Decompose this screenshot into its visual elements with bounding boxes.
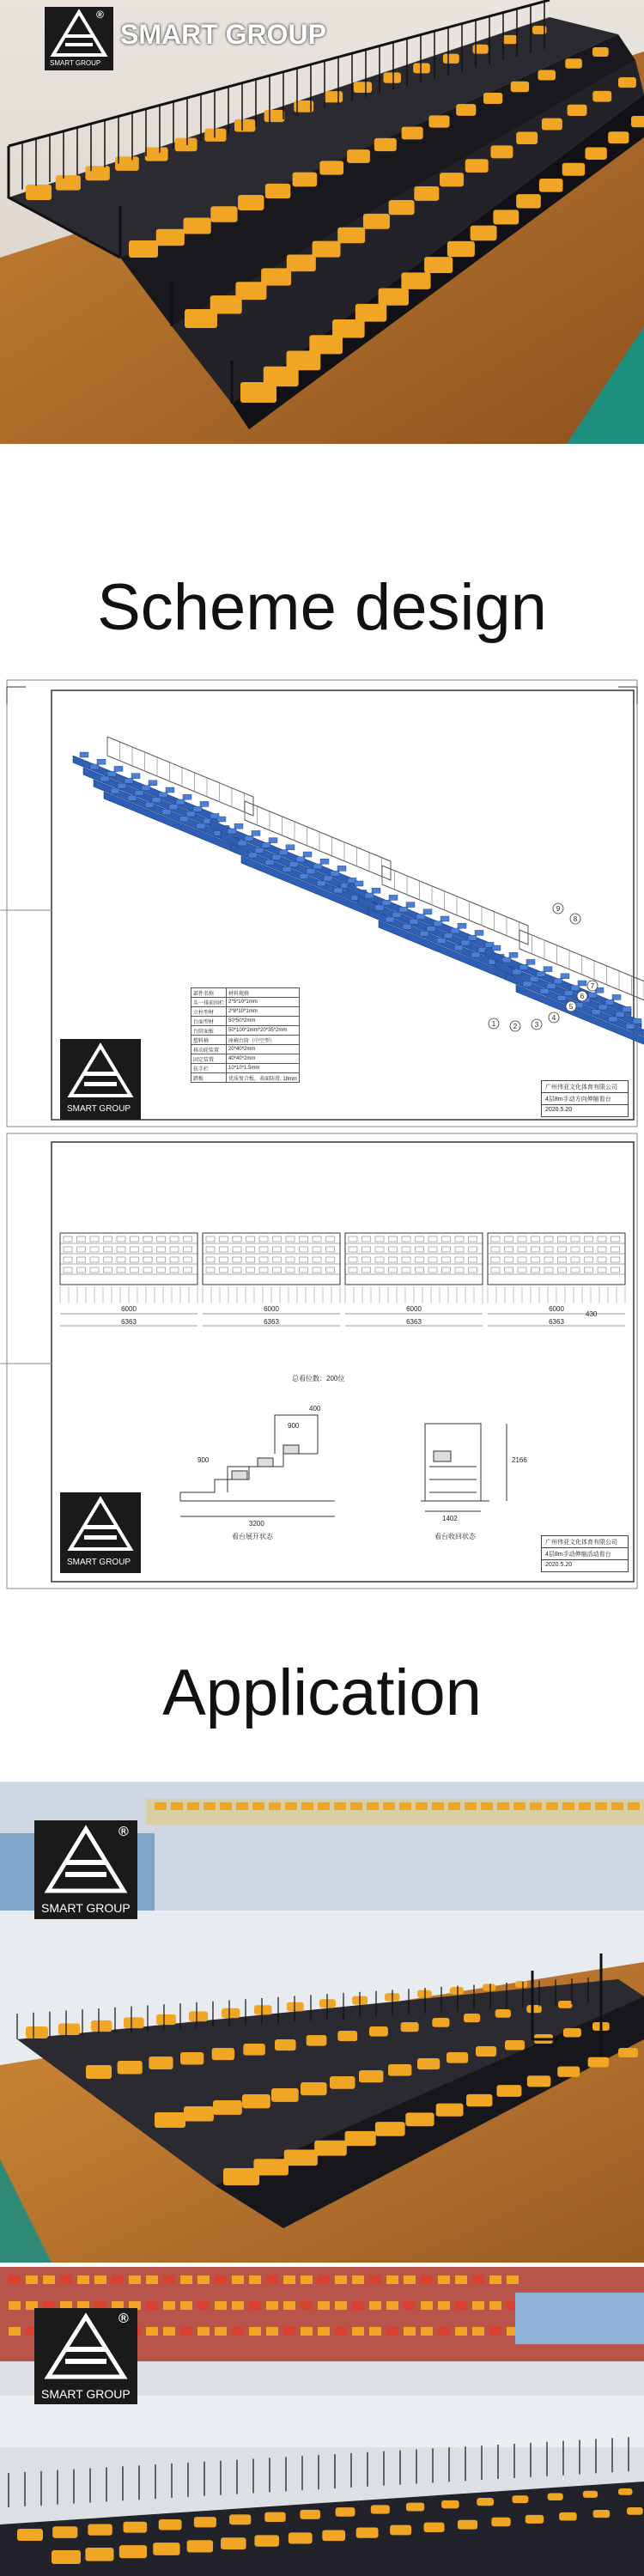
table-row [191, 1064, 300, 1073]
seat [565, 58, 582, 69]
seat [56, 175, 81, 191]
spec-cell: 10*10*1.5mm [227, 1064, 300, 1073]
brand-name: SMART GROUP [120, 19, 326, 50]
seat [592, 47, 609, 57]
seat [52, 2550, 81, 2564]
seat [447, 241, 475, 257]
seat [505, 2040, 525, 2050]
scheme-heading: Scheme design [97, 571, 547, 644]
seat [149, 2057, 173, 2069]
seat [212, 2048, 234, 2060]
application-photo-2 [0, 2267, 644, 2576]
seat [337, 228, 365, 244]
section-left-dim-4: 3200 [249, 1520, 264, 1528]
seat [563, 2028, 581, 2037]
table-row [191, 1045, 300, 1054]
seat [332, 319, 365, 337]
sheet1-company: 广州伟亚文化体育有限公司 [542, 1081, 628, 1093]
seat [465, 159, 489, 173]
callout-1 [489, 1018, 499, 1029]
callout-8 [570, 914, 580, 924]
seat [265, 184, 291, 198]
spec-cell: 优质复合板，表面防滑, 18mm [227, 1073, 300, 1083]
sheet2-company: 广州伟亚文化体育有限公司 [542, 1536, 628, 1548]
seat [155, 2112, 185, 2128]
seat [234, 119, 255, 132]
seat [26, 2026, 48, 2038]
seat [592, 91, 611, 102]
seat [526, 2515, 544, 2524]
seat [369, 2026, 388, 2037]
seat [477, 2498, 494, 2506]
seat [345, 2131, 376, 2146]
svg-text:9: 9 [556, 905, 561, 913]
span-total-dim: 6363 [264, 1318, 279, 1326]
seat [618, 2048, 638, 2057]
seat [388, 2064, 411, 2076]
app1-registered-mark: ® [118, 1825, 129, 1839]
svg-text:5: 5 [568, 1003, 574, 1011]
spec-cell: 20*40*2mm [227, 1045, 300, 1054]
scheme-drawing-perspective [0, 678, 644, 1129]
hero-photo [0, 0, 644, 444]
callout-2 [510, 1021, 520, 1031]
seat-count: 总看位数：200位 [292, 1375, 345, 1382]
seat [221, 2537, 246, 2549]
spec-cell: 座椅台阶（中空型） [227, 1036, 300, 1045]
registered-mark: ® [96, 9, 104, 21]
seat [254, 2005, 272, 2014]
part-name-cell: 立柱型材 [191, 1007, 227, 1017]
seat [336, 2507, 355, 2517]
seat [424, 257, 453, 273]
span-dim: 6000 [264, 1305, 279, 1313]
seat [261, 268, 291, 285]
seat [447, 2052, 468, 2063]
app1-logo-text: SMART GROUP [41, 1901, 131, 1915]
seat [309, 335, 343, 354]
seat [466, 2094, 492, 2106]
seat [85, 2548, 113, 2561]
sheet1-logo-text: SMART GROUP [67, 1104, 131, 1114]
sheet1-title-block [541, 1080, 629, 1117]
table-row [191, 998, 300, 1007]
seat [213, 2100, 242, 2115]
part-name-cell: 台面型材 [191, 1017, 227, 1026]
seat [456, 104, 476, 116]
seat [254, 2535, 279, 2546]
seat [293, 173, 318, 187]
seat [495, 2009, 511, 2018]
seat [389, 200, 415, 215]
spec-cell: 50*50*2mm [227, 1017, 300, 1026]
seat [355, 304, 386, 322]
spec-cell: 50*100*2mm*20*35*2mm [227, 1026, 300, 1036]
seat [371, 2505, 390, 2513]
seat [527, 2075, 550, 2087]
seat [85, 166, 109, 180]
seat [363, 214, 390, 229]
svg-text:1: 1 [491, 1020, 496, 1028]
seat [243, 2044, 265, 2056]
seat [568, 105, 587, 116]
svg-text:7: 7 [590, 982, 595, 990]
seat [319, 161, 343, 174]
seat [450, 1987, 464, 1995]
seat [401, 272, 430, 289]
material-table [191, 987, 300, 1083]
seat [194, 2517, 216, 2527]
svg-text:3: 3 [534, 1021, 539, 1029]
seat [432, 2018, 449, 2027]
elevation-module [60, 1233, 197, 1326]
seat [558, 2001, 573, 2008]
svg-text:6: 6 [580, 993, 585, 1000]
sheet2-logo [60, 1492, 141, 1573]
part-name-cell: 头一排前围栏 [191, 998, 227, 1007]
seat [374, 138, 397, 151]
seat [557, 2067, 580, 2077]
app2-logo-text: SMART GROUP [41, 2387, 131, 2401]
seat [354, 82, 372, 93]
elevation-module [203, 1233, 340, 1326]
seat [264, 110, 285, 122]
seat [559, 2512, 577, 2521]
section-right-label: 看台收回状态 [434, 1533, 476, 1540]
elevation-module [488, 1233, 625, 1326]
table-row [191, 1017, 300, 1026]
seat [436, 2104, 464, 2117]
span-total-dim: 6363 [406, 1318, 422, 1326]
seat [542, 118, 562, 131]
sheet1-date: 2020.5.20 [545, 1107, 573, 1113]
seat [631, 116, 644, 127]
seat [593, 2510, 611, 2518]
seat [359, 2070, 383, 2082]
table-row [191, 1026, 300, 1036]
seat [441, 2500, 459, 2509]
seat [476, 2046, 496, 2057]
seat [124, 2522, 148, 2533]
svg-text:4: 4 [551, 1014, 556, 1022]
app2-registered-mark: ® [118, 2312, 129, 2326]
seat [588, 2057, 610, 2068]
seat [515, 1981, 527, 1988]
seat [356, 2528, 379, 2538]
table-row [191, 1036, 300, 1045]
seat [119, 2545, 147, 2558]
spec-cell: 40*40*2mm [227, 1054, 300, 1064]
seat [417, 1990, 432, 1998]
seat [330, 2076, 355, 2089]
seat [464, 2014, 480, 2022]
seat [210, 206, 237, 222]
seat [516, 194, 541, 208]
table-row [191, 1073, 300, 1083]
seat [26, 185, 52, 200]
side-dim: 430 [586, 1310, 598, 1318]
seat [618, 77, 636, 88]
seat [284, 2149, 318, 2166]
seat [313, 241, 341, 258]
application-photo-1 [0, 1782, 644, 2263]
svg-text:8: 8 [573, 915, 578, 923]
span-total-dim: 6363 [121, 1318, 137, 1326]
seat [88, 2524, 112, 2535]
seat [583, 2491, 598, 2498]
seat [471, 226, 497, 241]
callout-3 [532, 1019, 542, 1030]
seat [300, 2510, 320, 2519]
seat [118, 2061, 143, 2075]
seat [264, 2512, 285, 2522]
scheme-drawing-elevation [0, 1132, 644, 1591]
callout-5 [566, 1001, 576, 1012]
seat [229, 2514, 251, 2524]
seat [271, 2088, 299, 2102]
seat [180, 2052, 204, 2065]
seat [17, 2529, 43, 2541]
seat [401, 2022, 419, 2032]
seat [222, 2008, 240, 2018]
seat [428, 115, 449, 127]
seat [458, 2520, 477, 2530]
seat [275, 2039, 296, 2050]
part-name-cell: 塑料椅 [191, 1036, 227, 1045]
callout-7 [587, 981, 598, 991]
seat [314, 2141, 347, 2156]
span-dim: 6000 [406, 1305, 422, 1313]
seat [512, 2495, 528, 2503]
span-dim: 6000 [549, 1305, 564, 1313]
seat [159, 2519, 182, 2530]
elevation-module [345, 1233, 483, 1326]
table-row [191, 1054, 300, 1064]
seat [204, 129, 226, 142]
seat [307, 2035, 327, 2046]
span-dim: 6000 [121, 1305, 137, 1313]
seat [618, 2488, 633, 2495]
seat [124, 2017, 144, 2028]
svg-text:2: 2 [513, 1023, 518, 1030]
seat [511, 82, 529, 93]
spec-cell: 2*5*10*1mm [227, 998, 300, 1007]
seat [289, 2532, 313, 2543]
section-left-label: 看台展开状态 [232, 1533, 273, 1540]
seat [322, 2530, 345, 2541]
seat [483, 1984, 495, 1991]
seat [184, 2106, 214, 2121]
part-name-cell: 移动轮装置 [191, 1045, 227, 1054]
part-name-cell: 扶手栏 [191, 1064, 227, 1073]
seat [516, 132, 538, 144]
seat [443, 54, 459, 64]
seat [490, 145, 513, 158]
seat [491, 2518, 510, 2526]
seat [153, 2543, 179, 2555]
seat [424, 2523, 445, 2532]
section-right-dim-1: 2166 [512, 1456, 527, 1464]
sheet1-project: 4层8m手动方向伸缩看台 [542, 1093, 628, 1105]
part-name-cell: 台阶面板 [191, 1026, 227, 1036]
seat [539, 179, 563, 192]
seat [187, 2540, 213, 2552]
seat [52, 2526, 77, 2538]
seat [375, 2122, 405, 2136]
section-right-dim-2: 1402 [442, 1515, 458, 1522]
seat [413, 64, 430, 74]
sheet2-logo-text: SMART GROUP [67, 1558, 131, 1567]
seat [405, 2112, 434, 2126]
seat [324, 91, 343, 102]
seat [253, 2159, 289, 2175]
seat [337, 2031, 357, 2041]
seat [184, 218, 211, 234]
span-total-dim: 6363 [549, 1318, 564, 1326]
callout-4 [549, 1012, 559, 1023]
seat [145, 147, 168, 161]
seat [189, 2011, 208, 2021]
spec-cell: 2*8*10*1mm [227, 1007, 300, 1017]
seat [238, 195, 264, 210]
part-name-cell: 踏板 [191, 1073, 227, 1083]
seat [58, 2023, 80, 2035]
seat [390, 2525, 411, 2536]
seat [496, 2085, 521, 2097]
sheet2-date: 2020.5.20 [545, 1562, 573, 1568]
table-row [191, 1007, 300, 1017]
seat [502, 35, 517, 44]
seat [175, 138, 197, 152]
sheet2-title-block [541, 1535, 629, 1572]
seat [548, 2494, 563, 2500]
table-row [191, 988, 300, 998]
seat [383, 72, 400, 82]
seat [347, 149, 370, 163]
seat [585, 147, 606, 159]
seat [91, 2020, 112, 2032]
seat [129, 240, 158, 258]
part-name-cell: 固定装置 [191, 1054, 227, 1064]
seat [440, 173, 464, 186]
sheet1-logo [60, 1039, 141, 1120]
seat [287, 2002, 304, 2012]
seat [414, 186, 439, 201]
section-left-dim-3: 900 [288, 1422, 300, 1430]
seat [86, 2065, 112, 2079]
seat [287, 254, 316, 271]
seat [406, 2503, 424, 2512]
seat [402, 127, 423, 140]
callout-9 [553, 903, 563, 914]
seat [538, 70, 556, 80]
seat [301, 2082, 327, 2095]
spec-cell: 材料规格 [227, 988, 300, 998]
seat [483, 93, 502, 104]
application-heading: Application [162, 1656, 482, 1729]
logo-small-text: SMART GROUP [50, 59, 101, 67]
section-left-dim-1: 900 [197, 1456, 210, 1464]
callout-6 [577, 991, 587, 1001]
seat [562, 163, 585, 176]
seat [156, 2014, 176, 2025]
seat [379, 289, 409, 306]
seat [242, 2094, 270, 2108]
seat [417, 2058, 440, 2069]
section-left-dim-2: 400 [309, 1405, 321, 1413]
seat [493, 210, 519, 224]
seat [156, 229, 185, 246]
seat [608, 131, 629, 143]
part-name-cell: 部件名称 [191, 988, 227, 998]
seat [627, 2507, 643, 2515]
sheet2-project: 4层8m手动伸缩活动看台 [542, 1548, 628, 1560]
